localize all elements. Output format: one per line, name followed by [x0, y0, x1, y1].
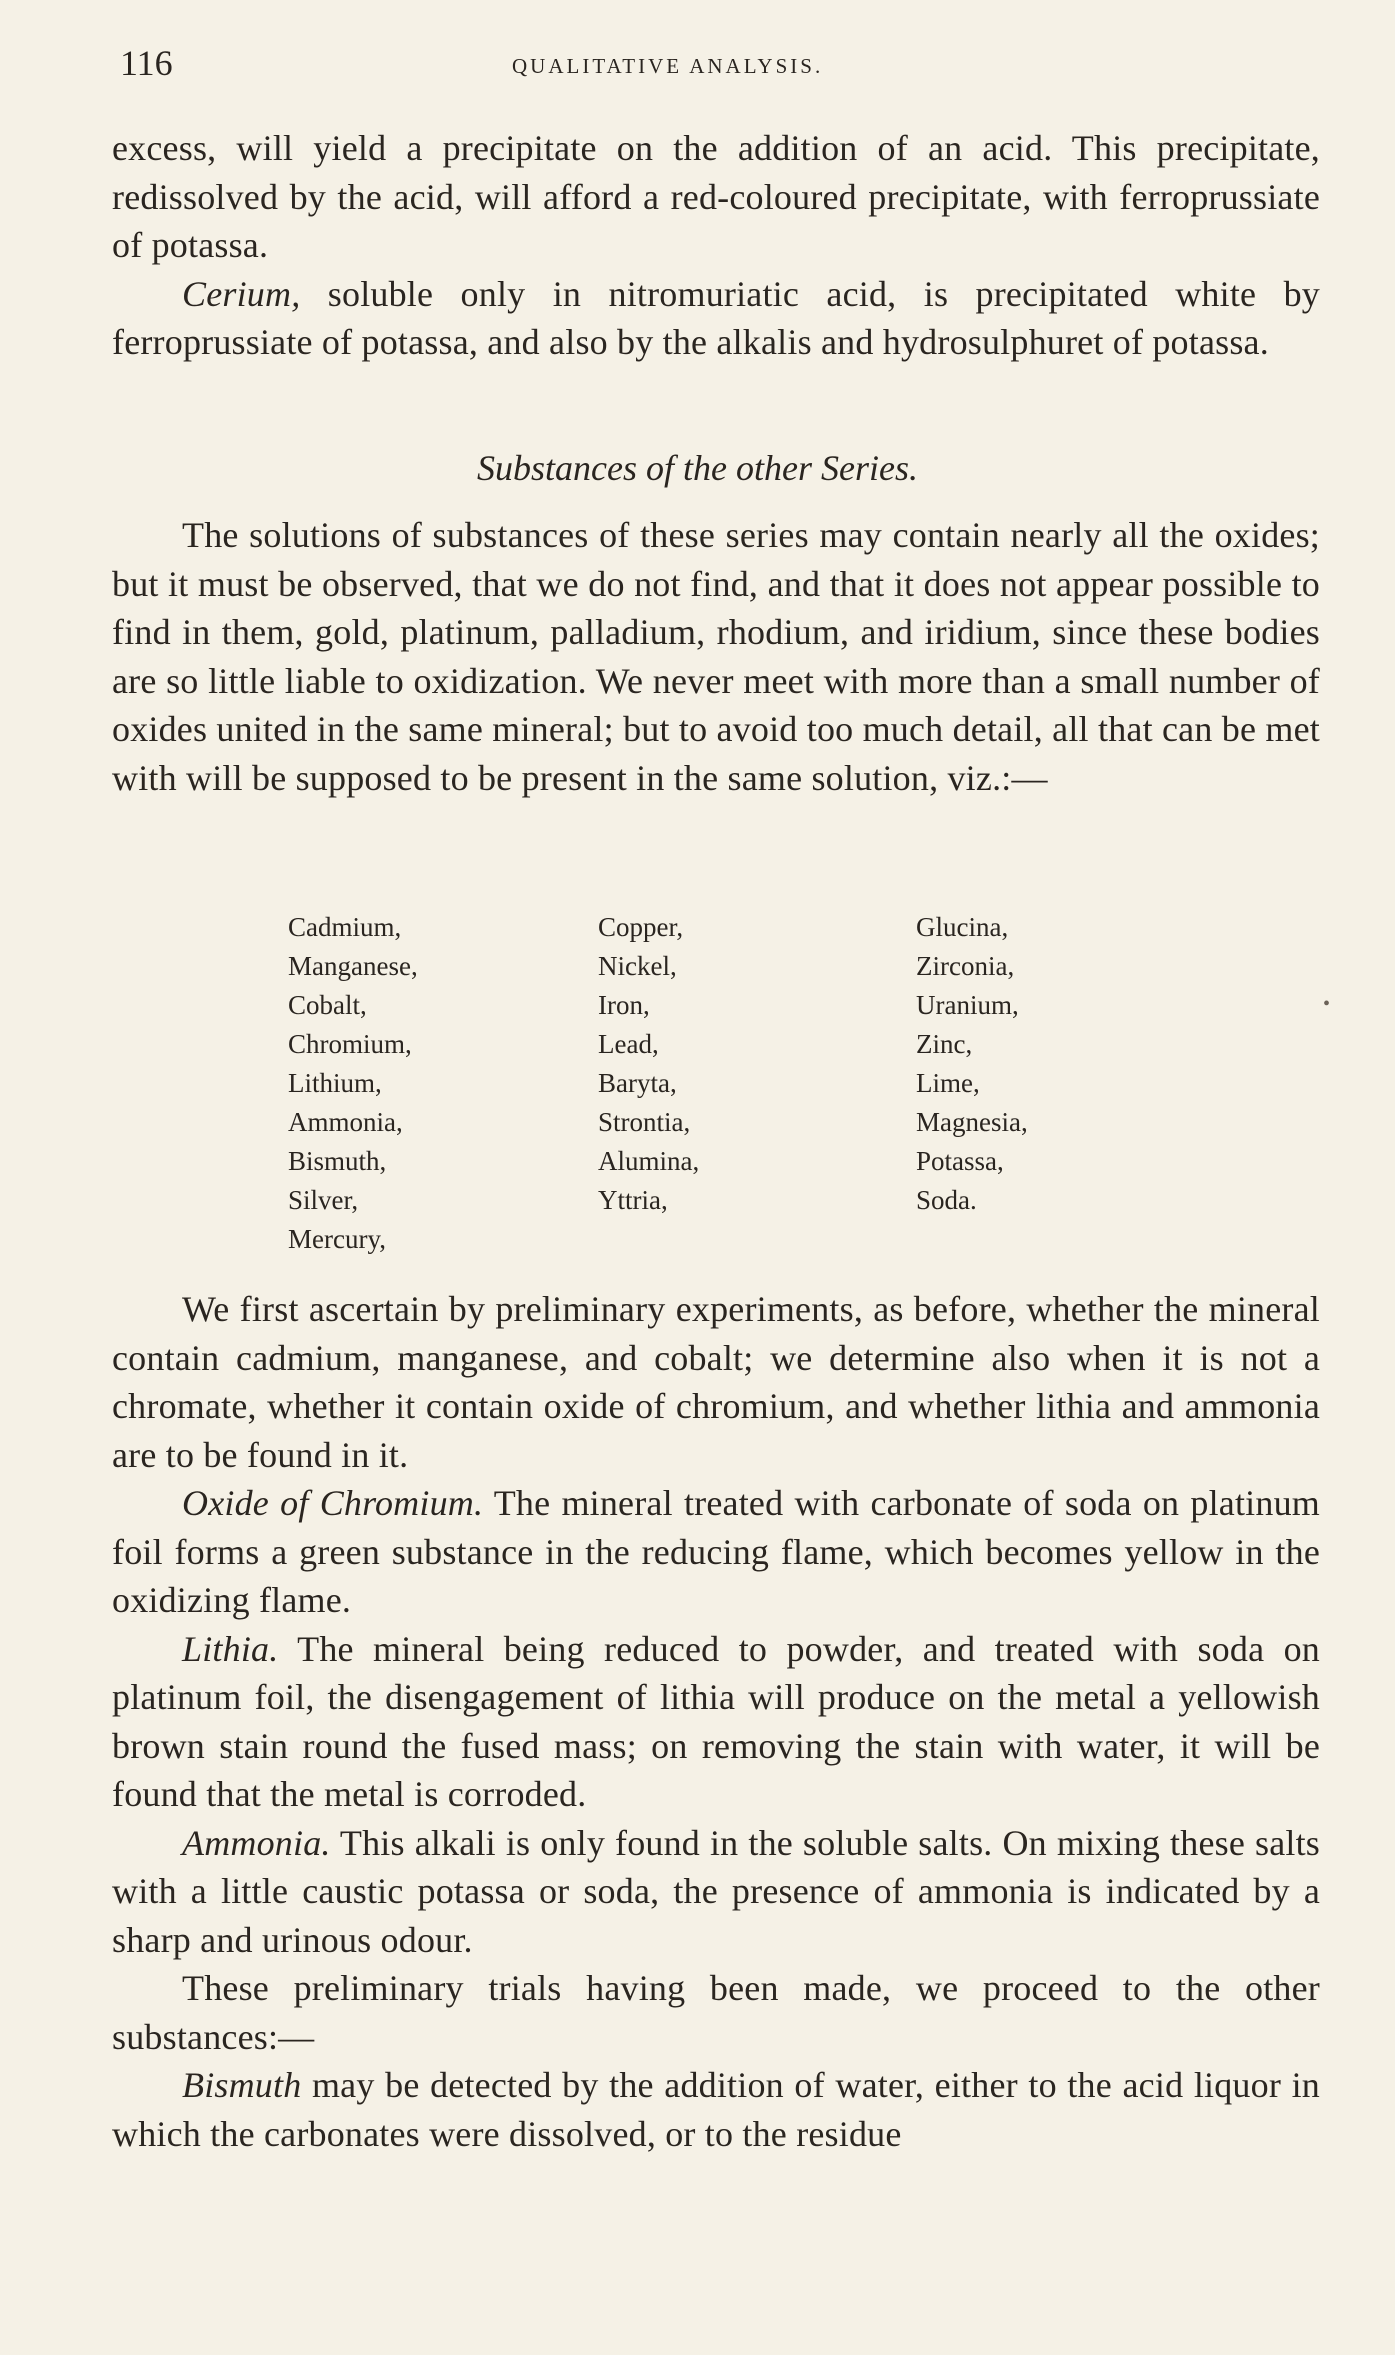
intro-text: [112, 511, 1320, 802]
chromium-term: Oxide of Chromium.: [182, 1483, 484, 1523]
element-item: Lime,: [916, 1068, 980, 1098]
lithia-term: Lithia.: [182, 1628, 279, 1669]
element-item: Manganese,: [288, 951, 418, 981]
paragraph-lithia: [112, 1625, 1320, 1819]
element-item: Magnesia,: [916, 1107, 1028, 1137]
element-item: Iron,: [598, 990, 650, 1020]
element-item: Uranium,: [916, 990, 1019, 1020]
element-item: Lithium,: [288, 1068, 382, 1098]
element-item: Baryta,: [598, 1068, 677, 1098]
page-number: 116: [120, 43, 173, 83]
ammonia-text: This alkali is only found in the soluble salts. On mixing these salts with a little caustic potassa or soda, the presence of ammonia is indicated by a sharp and urinous odour.: [112, 1822, 1320, 1960]
element-item: Lead,: [598, 1029, 659, 1059]
element-item: Bismuth,: [288, 1146, 387, 1176]
element-item: Zirconia,: [916, 951, 1015, 981]
paragraph-preliminary: We first ascertain by preliminary experiments, as before, whether the mineral contain cadmium, manganese, and cobalt; we determine also when it is not a chromate, whether it contain oxide of chromium, and whether lithia and ammonia are to be found in it.: [112, 1289, 1320, 1475]
element-item: Copper,: [598, 912, 684, 942]
elements-column-1: [288, 908, 418, 1259]
elements-column-2: [598, 908, 699, 1220]
running-title: QUALITATIVE ANALYSIS.: [512, 54, 824, 78]
page-header: [120, 42, 1320, 92]
elements-column-3: [916, 908, 1028, 1220]
paragraph-cerium: [112, 270, 1320, 367]
ammonia-term: Ammonia.: [182, 1822, 331, 1863]
section-heading: Substances of the other Series.: [477, 448, 918, 488]
element-item: Mercury,: [288, 1224, 386, 1254]
element-item: Chromium,: [288, 1029, 412, 1059]
bismuth-text: may be detected by the addition of water, either to the acid liquor in which the carbonates were dissolved, or to the residue: [112, 2065, 1320, 2154]
chromium-text: The mineral treated with carbonate of soda on platinum foil forms a green substance in the reducing flame, which becomes yellow in the oxidizing flame.: [112, 1483, 1320, 1620]
paragraph-intro: The solutions of substances of these series may contain nearly all the oxides; but it must be observed, that we do not find, and that it does not appear possible to find in them, gold, platinum, palladium, rhodium, and iridium, since these bodies are so little liable to oxidization. We never meet with more than a small number of oxides united in the same mineral; but to avoid too much detail, all that can be met with will be supposed to be present in the same solution, viz.:—: [112, 515, 1320, 798]
lithia-text: The mineral being reduced to powder, and treated with soda on platinum foil, the disengagement of lithia will produce on the metal a yellowish brown stain round the fused mass; on removing the stain with water, it will be found that the metal is corroded.: [112, 1628, 1320, 1814]
element-item: Alumina,: [598, 1146, 700, 1176]
opening-text: [112, 124, 1320, 367]
cerium-text: soluble only in nitromuriatic acid, is precipitated white by ferroprussiate of potassa, and also by the alkalis and hydrosulphuret of potassa.: [112, 273, 1320, 362]
element-item: Potassa,: [916, 1146, 1004, 1176]
paragraph-ammonia: [112, 1819, 1320, 1965]
element-item: Glucina,: [916, 912, 1009, 942]
element-item: Silver,: [288, 1185, 359, 1215]
cerium-term: Cerium,: [182, 273, 301, 314]
element-item: Yttria,: [598, 1185, 668, 1215]
element-item: Cadmium,: [288, 912, 402, 942]
paragraph-preliminary-trials: These preliminary trials having been made, we proceed to the other substances:—: [112, 1968, 1320, 2057]
element-item: Zinc,: [916, 1029, 973, 1059]
element-item: Nickel,: [598, 951, 677, 981]
print-speck-mark: •: [1323, 993, 1331, 1015]
bismuth-term: Bismuth: [182, 2065, 302, 2105]
paragraph-bismuth: [112, 2061, 1320, 2158]
paragraph-precipitate: excess, will yield a precipitate on the addition of an acid. This precipitate, redissolved by the acid, will afford a red-coloured precipitate, with ferroprussiate of potassa.: [112, 128, 1320, 265]
element-item: Strontia,: [598, 1107, 691, 1137]
element-item: Cobalt,: [288, 990, 367, 1020]
paragraph-chromium: [112, 1479, 1320, 1625]
element-item: Ammonia,: [288, 1107, 403, 1137]
element-item: Soda.: [916, 1185, 977, 1215]
body-text: [112, 1285, 1320, 2158]
